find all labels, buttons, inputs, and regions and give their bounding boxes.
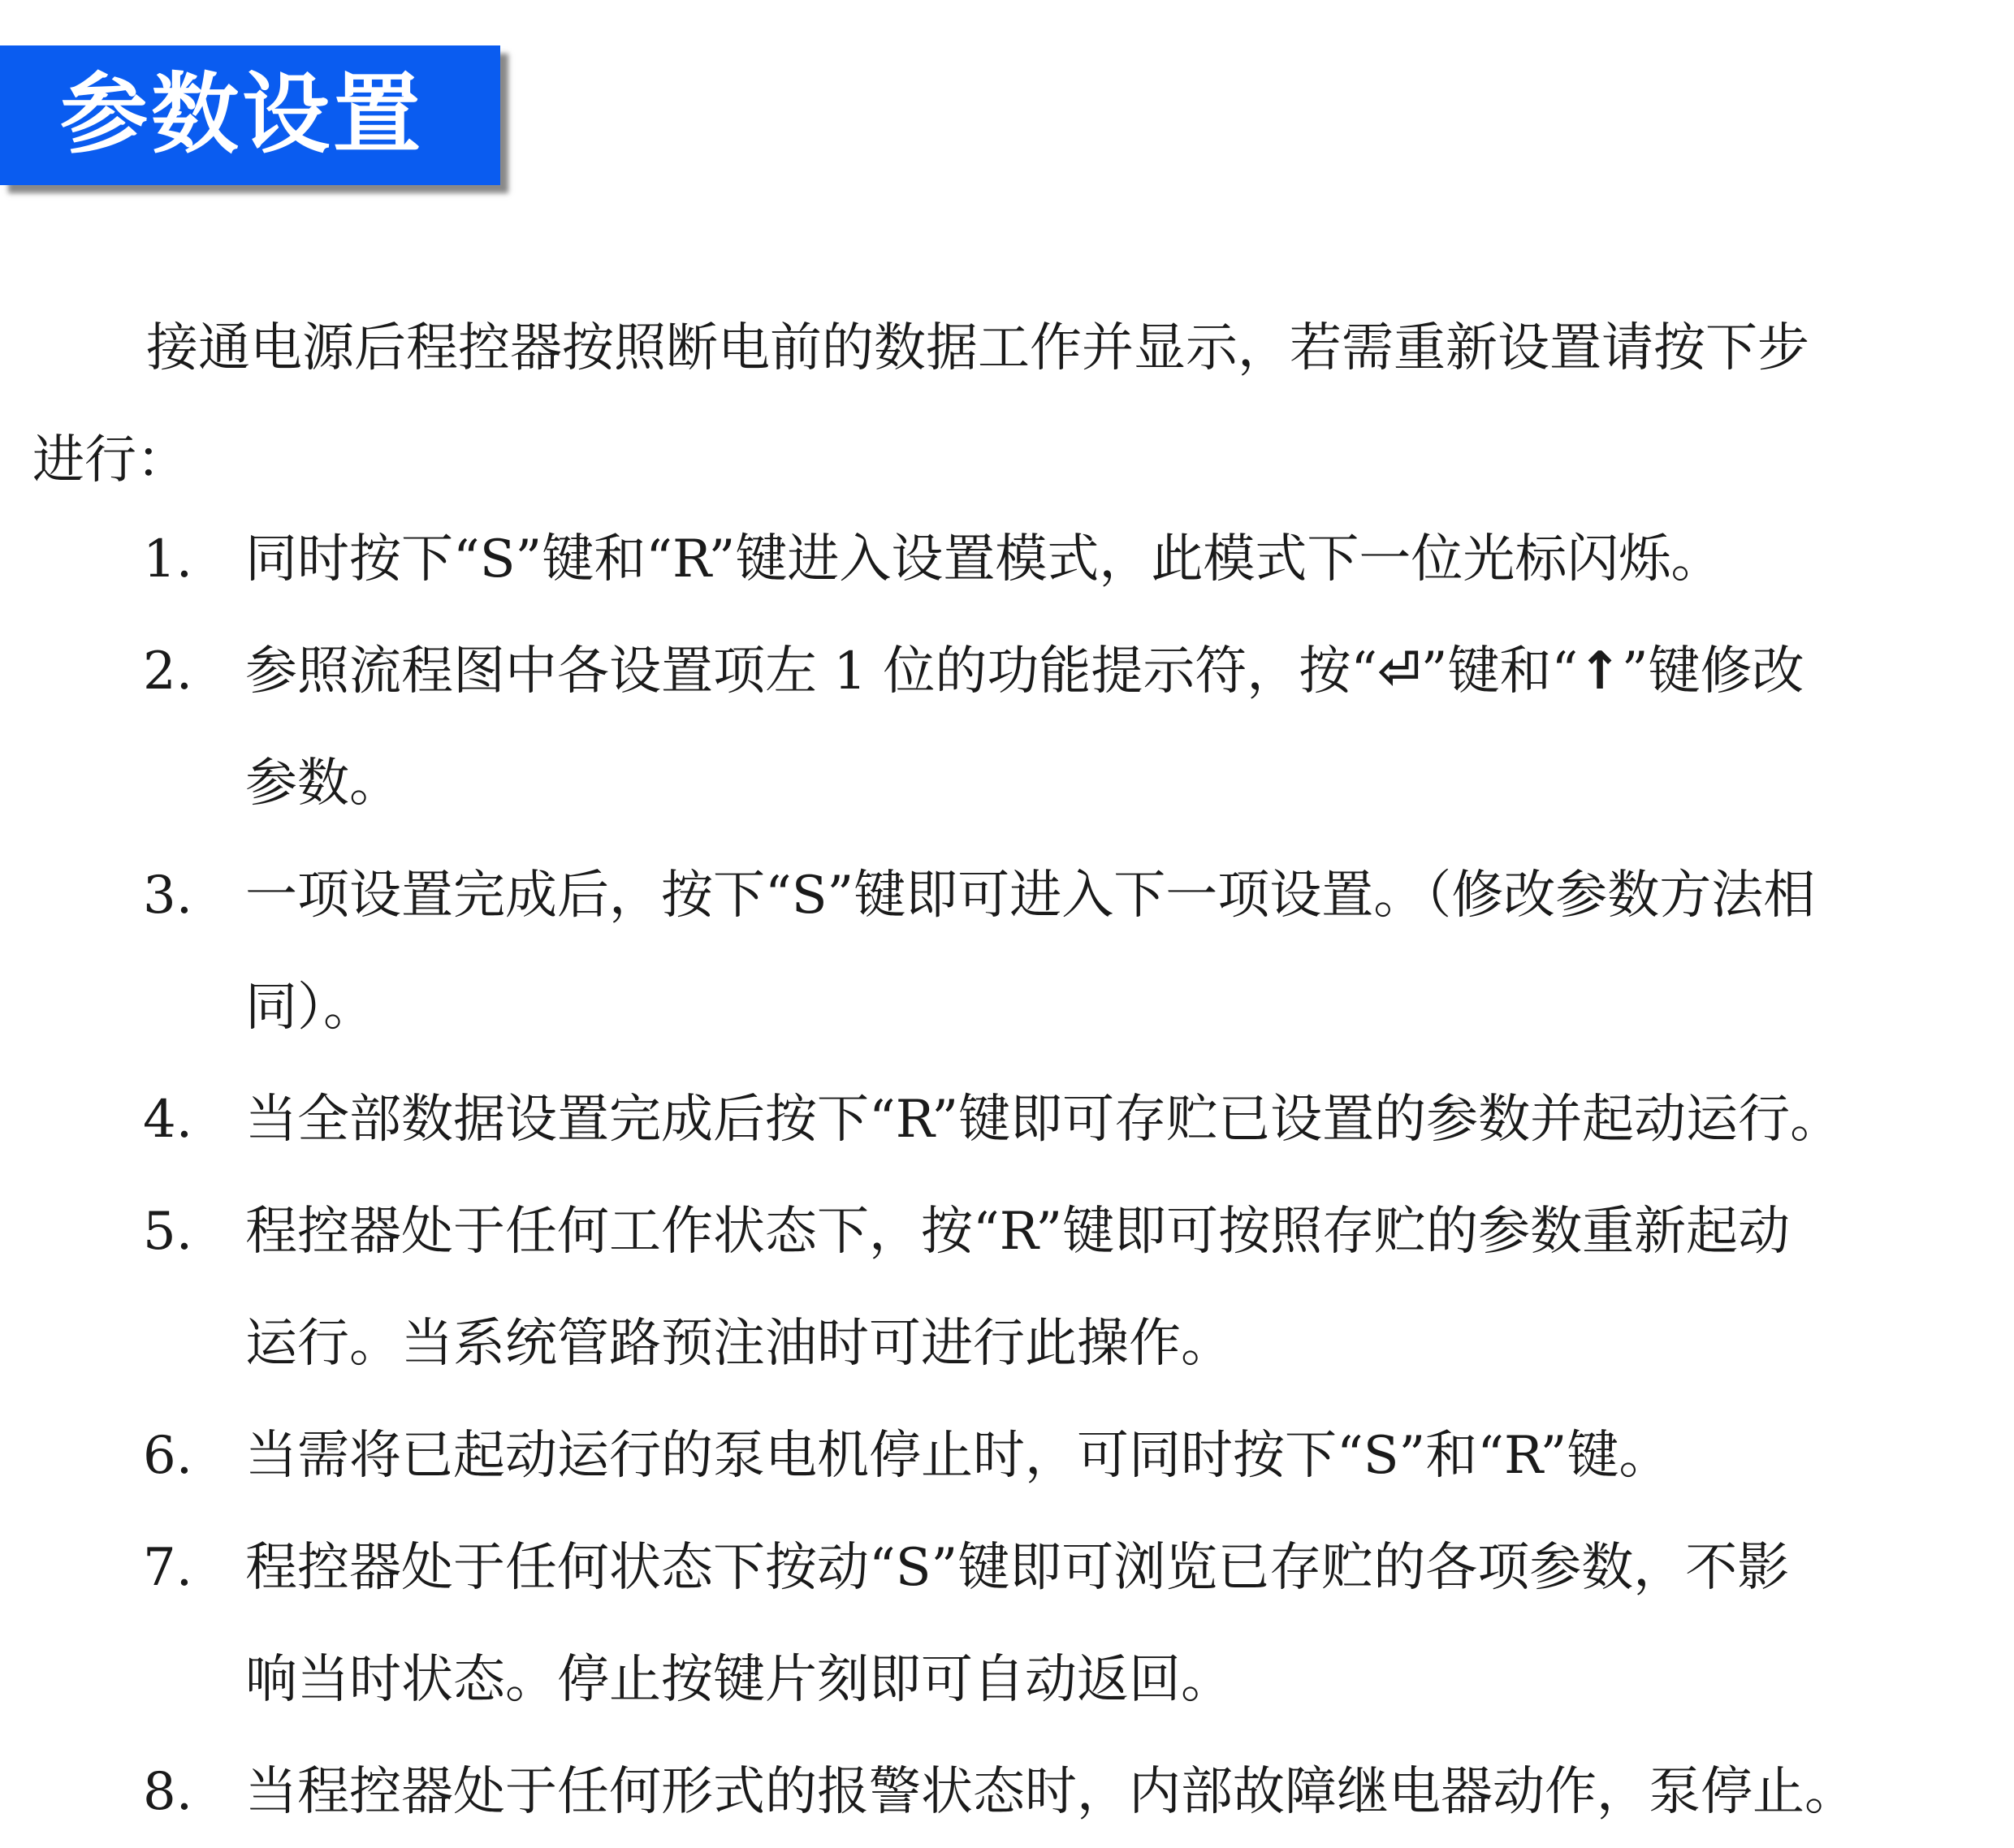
step-text: 当程控器处于任何形式的报警状态时，内部故障继电器动作，泵停止。 bbox=[245, 1762, 1856, 1822]
step-number: 7. bbox=[143, 1538, 193, 1598]
step-text-continued: 响当时状态。停止按键片刻即可自动返回。 bbox=[245, 1650, 1233, 1710]
intro-line-2: 进行： bbox=[32, 430, 188, 490]
step-number: 3. bbox=[143, 866, 193, 926]
list-item bbox=[0, 1400, 1973, 1512]
step-number: 6. bbox=[143, 1426, 193, 1486]
step-number: 1. bbox=[143, 529, 193, 589]
step-text: 当全部数据设置完成后按下“R”键即可存贮已设置的参数并起动运行。 bbox=[245, 1090, 1843, 1150]
step-text: 当需将已起动运行的泵电机停止时，可同时按下“S”和“R”键。 bbox=[245, 1426, 1671, 1486]
step-number: 8. bbox=[143, 1762, 193, 1822]
intro-line-1: 接通电源后程控器按照断电前的数据工作并显示，若需重新设置请按下步 bbox=[146, 318, 1809, 378]
step-text-continued: 运行。当系统管路预注油时可进行此操作。 bbox=[245, 1314, 1233, 1374]
steps-list bbox=[0, 503, 2014, 1848]
step-text bbox=[245, 615, 1973, 728]
list-item bbox=[0, 615, 1973, 840]
list-item bbox=[0, 503, 1973, 615]
section-title: 参数设置 bbox=[60, 64, 425, 166]
list-item bbox=[0, 840, 1973, 1064]
step-text-part: ”键修改 bbox=[1621, 641, 1804, 702]
step-text: 一项设置完成后，按下“S”键即可进入下一项设置。（修改参数方法相 bbox=[245, 866, 1816, 926]
step-text-part: ”键和“ bbox=[1420, 641, 1579, 702]
step-text: 程控器处于任何状态下按动“S”键即可浏览已存贮的各项参数，不影 bbox=[245, 1538, 1790, 1598]
step-number: 5. bbox=[143, 1202, 193, 1262]
list-item bbox=[0, 1736, 1973, 1848]
step-number: 2. bbox=[143, 641, 193, 702]
step-number: 4. bbox=[143, 1090, 193, 1150]
list-item bbox=[0, 1176, 1973, 1400]
step-text: 程控器处于任何工作状态下，按“R”键即可按照存贮的参数重新起动 bbox=[245, 1202, 1791, 1262]
intro-paragraph bbox=[32, 292, 1982, 516]
step-text-part: 参照流程图中各设置项左 1 位的功能提示符，按“ bbox=[245, 641, 1378, 702]
step-text-continued: 参数。 bbox=[245, 753, 401, 814]
up-arrow-key-icon: ↑ bbox=[1578, 641, 1622, 702]
step-text-continued: 同）。 bbox=[245, 978, 375, 1038]
list-item bbox=[0, 1512, 1973, 1736]
step-text: 同时按下“S”键和“R”键进入设置模式，此模式下一位光标闪烁。 bbox=[245, 529, 1723, 589]
section-title-banner bbox=[0, 45, 500, 185]
enter-key-icon: ⏎ bbox=[1377, 641, 1421, 702]
list-item bbox=[0, 1064, 1973, 1176]
